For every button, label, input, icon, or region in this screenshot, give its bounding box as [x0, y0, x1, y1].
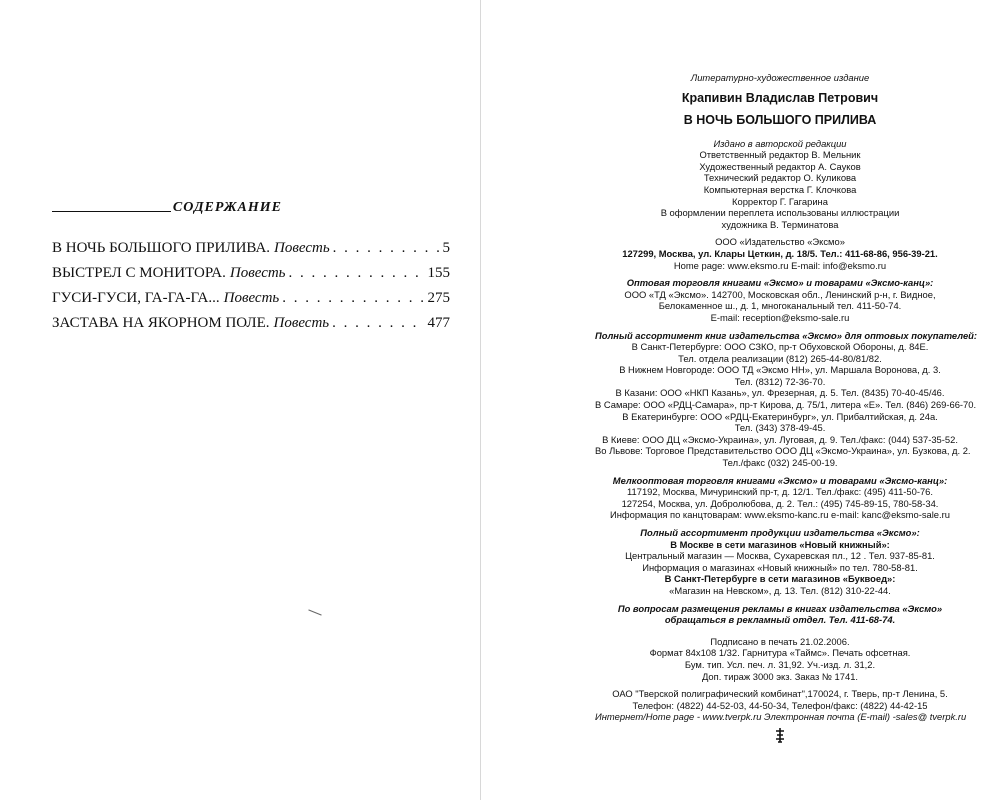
toc-entry: [52, 290, 450, 315]
toc-entry: [52, 240, 450, 265]
toc-entry-genre: Повесть: [274, 240, 330, 256]
small-wholesale-line: 117192, Москва, Мичуринский пр-т, д. 12/1. Тел./факс: (495) 411-50-76.: [627, 486, 933, 498]
advert-line: По вопросам размещения рекламы в книгах издательства «Эксмо»: [617, 602, 943, 614]
products-line: «Магазин на Невском», д. 13. Тел. (812) 310-22-44.: [669, 584, 891, 596]
full-range-line: Тел. (343) 378-49-45.: [734, 422, 826, 434]
scan-mark: [308, 609, 321, 615]
credit-line: Корректор Г. Гагарина: [732, 195, 828, 207]
toc-entry-page: 477: [427, 315, 450, 331]
toc-entry-genre: Повесть: [273, 315, 330, 331]
wholesale-line: E-mail: reception@eksmo-sale.ru: [710, 311, 850, 323]
print-line: Формат 84x108 1/32. Гарнитура «Таймс». Печать офсетная.: [649, 647, 911, 659]
toc-entry-genre: Повесть: [229, 265, 286, 281]
wholesale-line: Белокаменное ш., д. 1, многоканальный тел. 411-50-74.: [658, 300, 902, 312]
plant-line: Интернет/Home page - www.tverpk.ru Электронная почта (E-mail) -sales@ tverpk.ru: [595, 711, 967, 723]
full-range-line: Тел. (8312) 72-36-70.: [734, 375, 826, 387]
credit-line: В оформлении переплета использованы иллюстрации: [660, 207, 900, 219]
full-range-line: Тел. отдела реализации (812) 265-44-80/81/82.: [678, 352, 882, 364]
toc-leader-dots: [333, 240, 440, 257]
toc-entry-page: 5: [442, 240, 450, 256]
toc-entry-title: ЗАСТАВА НА ЯКОРНОМ ПОЛЕ.: [52, 315, 270, 331]
toc-entry-title: В НОЧЬ БОЛЬШОГО ПРИЛИВА.: [52, 240, 271, 256]
toc-entry-title: ВЫСТРЕЛ С МОНИТОРА.: [52, 265, 226, 281]
full-range-line: В Самаре: ООО «РДЦ-Самара», пр-т Кирова, д. 75/1, литера «Е». Тел. (846) 269-66-70.: [595, 399, 977, 411]
toc-leader-dots: [332, 315, 424, 332]
full-range-line: Тел./факс (032) 245-00-19.: [722, 457, 838, 469]
credit-line: Технический редактор О. Куликова: [703, 172, 857, 184]
credit-line: Художественный редактор А. Сауков: [699, 160, 861, 172]
toc-entry-genre: Повесть: [223, 290, 280, 306]
products-line: Информация о магазинах «Новый книжный» по тел. 780-58-81.: [642, 561, 918, 573]
toc-heading-text: СОДЕРЖАНИЕ: [172, 200, 282, 215]
left-page: [0, 0, 495, 800]
right-page: [495, 0, 991, 800]
print-line: Доп. тираж 3000 экз. Заказ № 1741.: [701, 670, 859, 682]
full-range-line: В Санкт-Петербурге: ООО СЗКО, пр-т Обуховской Обороны, д. 84Е.: [631, 341, 929, 353]
wholesale-heading: Оптовая торговля книгами «Эксмо» и товарами «Эксмо-канц»:: [626, 277, 934, 289]
credit-line: Ответственный редактор В. Мельник: [699, 149, 861, 161]
full-range-line: В Нижнем Новгороде: ООО ТД «Эксмо НН», ул. Маршала Воронова, д. 3.: [619, 364, 941, 376]
publisher-address: 127299, Москва, ул. Клары Цеткин, д. 18/5. Тел.: 411-68-86, 956-39-21.: [622, 247, 938, 259]
book-gutter: [480, 0, 481, 800]
small-wholesale-line: 127254, Москва, ул. Добролюбова, д. 2. Тел.: (495) 745-89-15, 780-58-34.: [621, 497, 939, 509]
small-wholesale-line: Информация по канцтоварам: www.eksmo-kanc.ru e-mail: kanc@eksmo-sale.ru: [610, 509, 950, 521]
full-range-line: В Екатеринбурге: ООО «РДЦ-Екатеринбург», ул. Прибалтийская, д. 24а.: [622, 410, 938, 422]
products-line: В Москве в сети магазинов «Новый книжный»:: [670, 538, 890, 550]
products-line: Центральный магазин — Москва, Сухаревская пл., 12 . Тел. 937-85-81.: [625, 550, 935, 562]
toc-entry: [52, 315, 450, 340]
toc-entry-title: ГУСИ-ГУСИ, ГА-ГА-ГА...: [52, 290, 220, 306]
full-range-line: В Киеве: ООО ДЦ «Эксмо-Украина», ул. Луговая, д. 9. Тел./факс: (044) 537-35-52.: [602, 433, 958, 445]
small-wholesale-heading: Мелкооптовая торговля книгами «Эксмо» и товарами «Эксмо-канц»:: [612, 474, 948, 486]
credit-line: Издано в авторской редакции: [713, 137, 847, 149]
print-line: Бум. тип. Усл. печ. л. 31,92. Уч.-изд. л. 31,2.: [684, 658, 876, 670]
edition-type: Литературно-художественное издание: [690, 72, 870, 83]
wholesale-line: ООО «ТД «Эксмо». 142700, Московская обл., Ленинский р-н, г. Видное,: [624, 288, 936, 300]
products-line: В Санкт-Петербурге в сети магазинов «Буквоед»:: [664, 573, 896, 585]
press-logo-icon: [774, 727, 786, 745]
toc-heading: [52, 200, 282, 216]
toc-heading-rule: [52, 211, 171, 212]
plant-line: Телефон: (4822) 44-52-03, 44-50-34, Телефон/факс: (4822) 44-42-15: [632, 699, 928, 711]
products-heading: Полный ассортимент продукции издательства «Эксмо»:: [640, 527, 920, 538]
full-range-heading: Полный ассортимент книг издательства «Эксмо» для оптовых покупателей:: [595, 329, 978, 341]
author-name: Крапивин Владислав Петрович: [681, 90, 879, 105]
book-title: В НОЧЬ БОЛЬШОГО ПРИЛИВА: [683, 112, 877, 127]
credit-line: Компьютерная верстка Г. Клочкова: [703, 183, 857, 195]
full-range-line: В Казани: ООО «НКП Казань», ул. Фрезерная, д. 5. Тел. (8435) 70-40-45/46.: [615, 387, 945, 399]
publisher-web: Home page: www.eksmo.ru E-mail: info@eksmo.ru: [673, 259, 887, 271]
credit-line: художника В. Терминатова: [721, 218, 839, 230]
toc-leader-dots: [282, 290, 424, 307]
print-line: Подписано в печать 21.02.2006.: [710, 635, 850, 647]
full-range-line: Во Львове: Торговое Представительство ООО ДЦ «Эксмо-Украина», ул. Бузкова, д. 2.: [595, 445, 971, 457]
toc-leader-dots: [289, 265, 425, 282]
publisher-name: ООО «Издательство «Эксмо»: [715, 236, 845, 248]
toc-entry: [52, 265, 450, 290]
toc-entry-page: 155: [427, 265, 450, 281]
advert-line: обращаться в рекламный отдел. Тел. 411-68-74.: [664, 614, 896, 626]
table-of-contents: [52, 240, 450, 340]
plant-line: ОАО "Тверской полиграфический комбинат",170024, г. Тверь, пр-т Ленина, 5.: [612, 688, 948, 700]
imprint-block: [595, 72, 978, 746]
toc-entry-page: 275: [427, 290, 450, 306]
